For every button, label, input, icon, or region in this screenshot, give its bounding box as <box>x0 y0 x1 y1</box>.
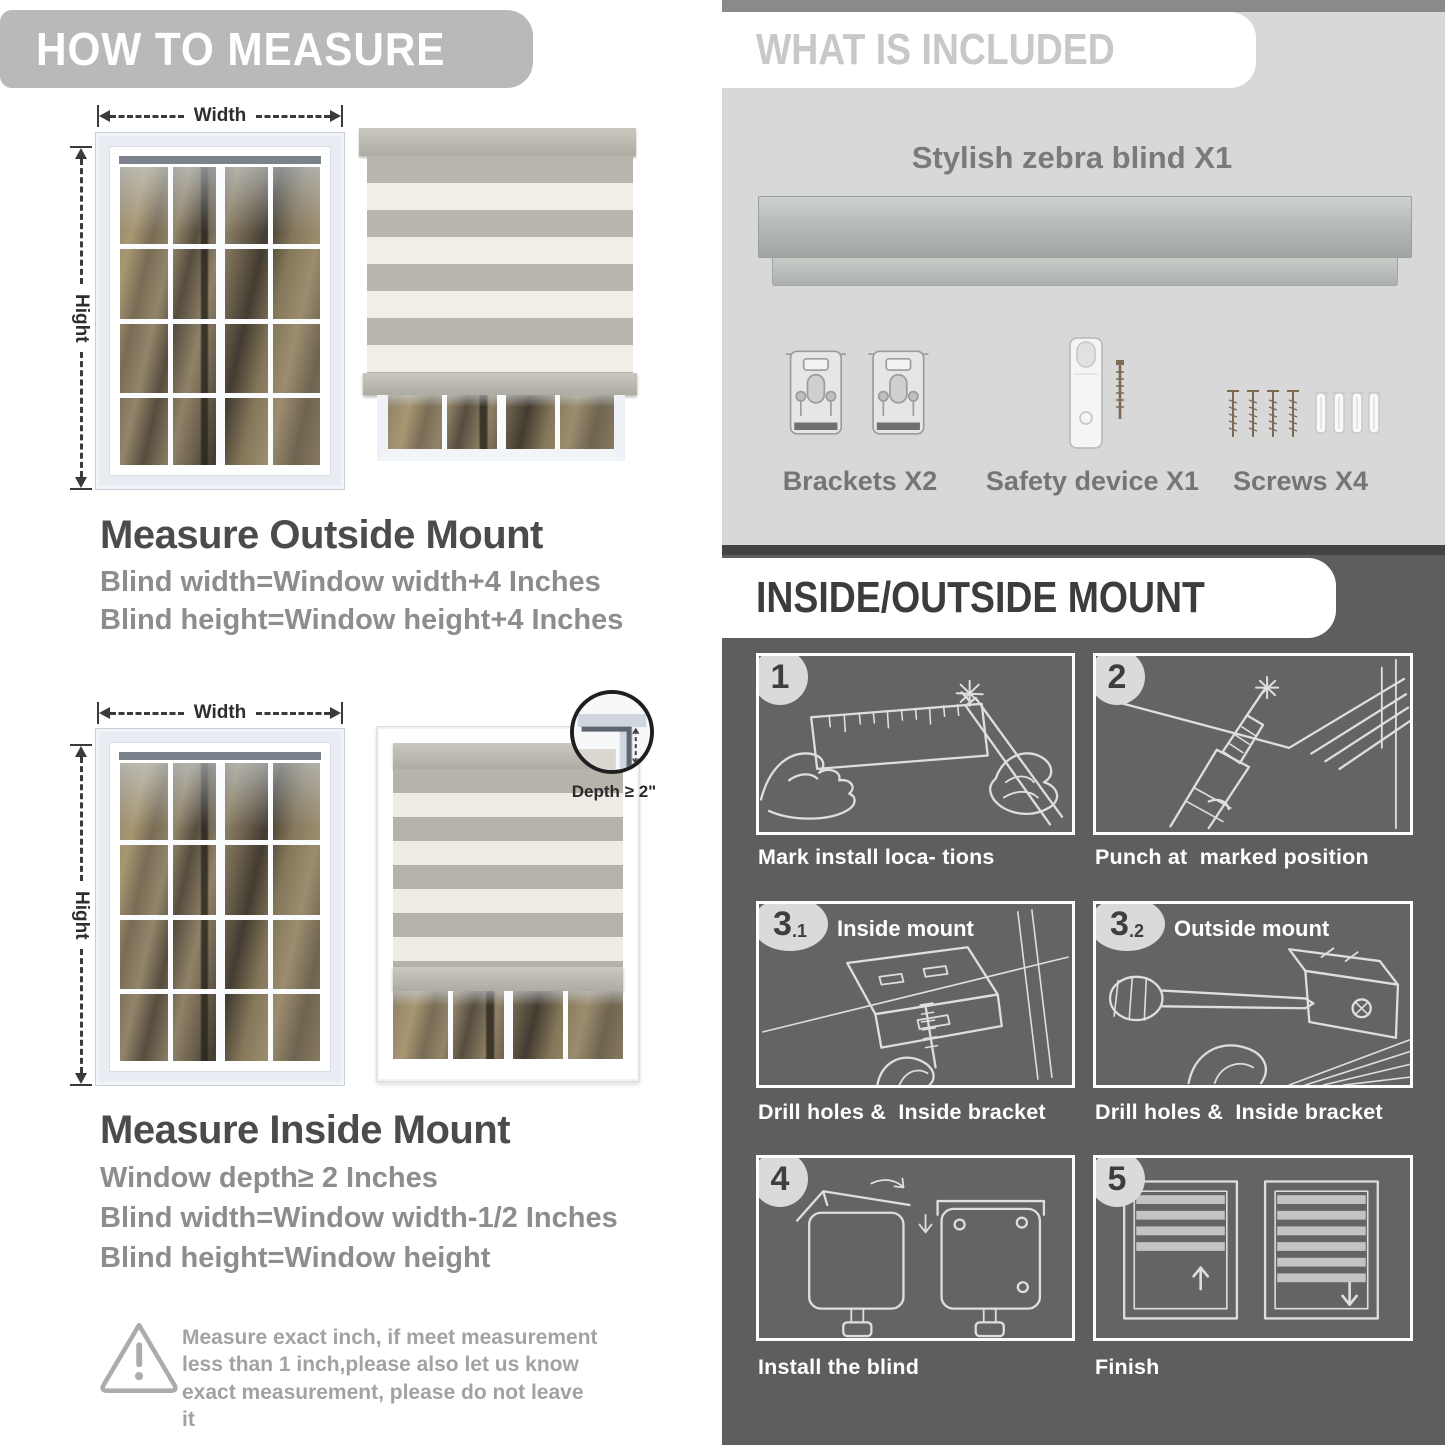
inside-mount-line1: Window depth≥ 2 Inches <box>100 1162 438 1194</box>
step-4-panel <box>756 1155 1075 1341</box>
window-frame <box>110 743 330 1071</box>
arrow-right-icon <box>330 707 341 719</box>
step-badge: 1 <box>756 653 808 705</box>
warning-icon <box>98 1318 180 1396</box>
step-1-caption: Mark install loca- tions <box>758 845 995 869</box>
outside-mount-line2: Blind height=Window height+4 Inches <box>100 604 624 636</box>
step-2-panel <box>1093 653 1413 835</box>
inside-outside-mount-header <box>722 558 1336 638</box>
height-arrow-outside <box>68 146 94 490</box>
arrow-dash <box>80 159 83 284</box>
arrow-left-icon <box>99 707 110 719</box>
height-arrow-inside <box>68 744 94 1086</box>
step-3-2-title: Outside mount <box>1174 916 1330 941</box>
arrow-down-icon <box>75 1073 87 1084</box>
safety-device-label: Safety device X1 <box>985 466 1200 496</box>
step-3-1-caption: Drill holes & Inside bracket <box>758 1100 1046 1124</box>
arrow-tick <box>341 702 343 724</box>
arrow-down-icon <box>75 477 87 488</box>
blind-cassette-outside <box>359 128 636 156</box>
height-label: Hight <box>71 890 92 940</box>
blind-bottom-rail-outside <box>363 373 637 395</box>
frame-corner-detail <box>574 694 650 770</box>
screws-image <box>1222 386 1380 446</box>
outside-mount-heading: Measure Outside Mount <box>100 513 543 557</box>
inside-mount-line3: Blind height=Window height <box>100 1242 491 1274</box>
arrow-dash <box>80 352 83 477</box>
inside-mount-window-frame <box>376 726 640 1082</box>
inside-mount-line2: Blind width=Window width-1/2 Inches <box>100 1202 618 1234</box>
step-3-2-caption: Drill holes & Inside bracket <box>1095 1100 1383 1124</box>
arrow-tick <box>70 1084 92 1086</box>
width-arrow-inside <box>97 700 343 726</box>
window-frame <box>110 147 330 475</box>
window-top-rail <box>119 752 321 760</box>
arrow-dash <box>80 757 83 881</box>
step-badge: 4 <box>756 1155 808 1207</box>
height-label: Hight <box>71 293 92 343</box>
what-is-included-header <box>722 12 1256 88</box>
width-label: Width <box>193 702 247 723</box>
arrow-tick <box>341 105 343 127</box>
window-photo <box>120 167 320 465</box>
depth-label: Depth ≥ 2" <box>571 782 657 801</box>
step-5-caption: Finish <box>1095 1355 1160 1379</box>
window-illustration-outside <box>95 132 345 490</box>
arrow-tick <box>70 488 92 490</box>
step-badge: 3 .2 <box>1093 901 1165 951</box>
top-strip <box>722 0 1445 12</box>
arrow-dash <box>256 115 330 118</box>
step-1-panel <box>756 653 1075 835</box>
width-label: Width <box>193 105 247 126</box>
window-top-rail <box>119 156 321 164</box>
window-below-blind-inside <box>393 991 623 1059</box>
arrow-up-icon <box>75 746 87 757</box>
brackets-image <box>784 342 934 444</box>
step-3-1-panel <box>756 901 1075 1088</box>
step-badge: 5 <box>1093 1155 1145 1207</box>
blind-fabric-outside <box>367 156 633 373</box>
step-2-caption: Punch at marked position <box>1095 845 1369 869</box>
arrow-dash <box>80 949 83 1073</box>
depth-magnifier-icon <box>570 690 654 774</box>
width-arrow-outside <box>97 103 343 129</box>
blind-headrail-image <box>758 196 1412 258</box>
step-3-2-panel <box>1093 901 1413 1088</box>
safety-device-image <box>1058 336 1138 454</box>
screws-label: Screws X4 <box>1232 466 1369 496</box>
step-5-panel <box>1093 1155 1413 1341</box>
blind-product-label: Stylish zebra blind X1 <box>911 140 1233 175</box>
arrow-left-icon <box>99 110 110 122</box>
blind-bottom-rail-inside <box>393 967 623 991</box>
outside-mount-line1: Blind width=Window width+4 Inches <box>100 566 601 598</box>
arrow-dash <box>110 712 184 715</box>
brackets-label: Brackets X2 <box>782 466 938 496</box>
window-below-blind-outside <box>377 395 625 461</box>
inside-mount-heading: Measure Inside Mount <box>100 1108 511 1152</box>
arrow-dash <box>110 115 184 118</box>
warning-text: Measure exact inch, if meet measurement less than 1 inch,please also let us know exact measurement, please do not leave it <box>182 1326 598 1431</box>
what-is-included-title: WHAT IS INCLUDED <box>756 25 1115 74</box>
how-to-measure-title: HOW TO MEASURE <box>36 23 446 75</box>
step-3-1-title: Inside mount <box>837 916 974 941</box>
step-badge: 2 <box>1093 653 1145 705</box>
window-photo <box>120 763 320 1061</box>
arrow-dash <box>256 712 330 715</box>
blind-headrail-lip <box>772 258 1398 286</box>
how-to-measure-header <box>0 10 533 88</box>
step-badge: 3 .1 <box>756 901 828 951</box>
arrow-up-icon <box>75 148 87 159</box>
step-4-caption: Install the blind <box>758 1355 920 1379</box>
arrow-right-icon <box>330 110 341 122</box>
inside-outside-mount-title: INSIDE/OUTSIDE MOUNT <box>756 573 1205 622</box>
window-illustration-inside <box>95 728 345 1086</box>
